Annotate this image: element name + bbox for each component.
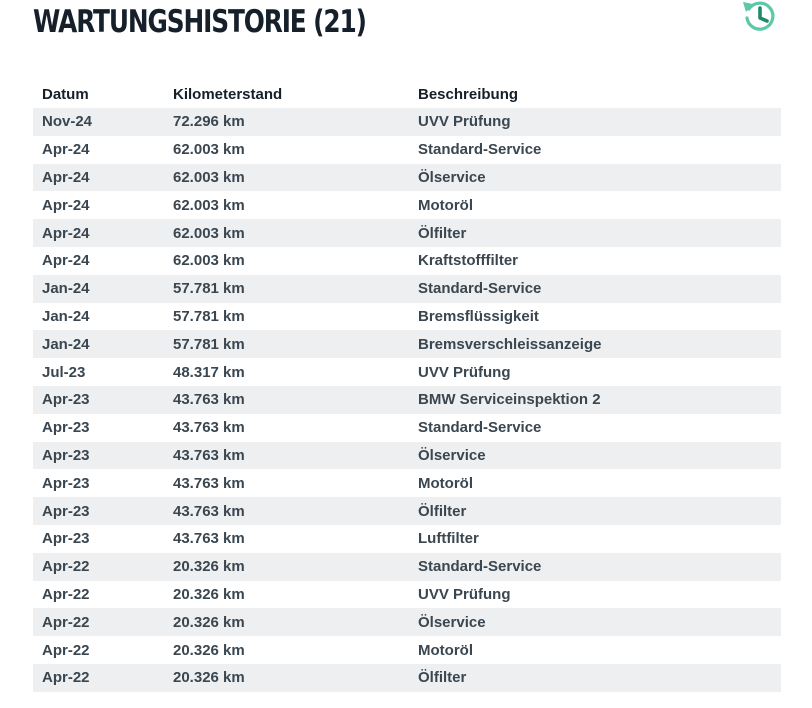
cell-description: Ölfilter [409,664,781,692]
cell-mileage: 57.781 km [164,275,409,303]
cell-date: Apr-23 [33,469,164,497]
cell-date: Apr-23 [33,442,164,470]
table-row [33,608,781,636]
cell-date: Nov-24 [33,108,164,136]
table-row [33,247,781,275]
cell-mileage: 48.317 km [164,358,409,386]
table-row [33,469,781,497]
column-header-description: Beschreibung [418,86,519,103]
table-body [33,108,781,692]
cell-date: Apr-24 [33,164,164,192]
cell-description: Standard-Service [409,275,781,303]
cell-description: Ölservice [409,164,781,192]
cell-date: Jan-24 [33,275,164,303]
cell-date: Apr-24 [33,136,164,164]
cell-date: Apr-24 [33,191,164,219]
cell-date: Apr-24 [33,247,164,275]
table-row [33,386,781,414]
table-row [33,442,781,470]
cell-description: Standard-Service [409,414,781,442]
page-title: WARTUNGSHISTORIE (21) [33,4,366,40]
cell-mileage: 43.763 km [164,442,409,470]
cell-mileage: 57.781 km [164,303,409,331]
cell-description: Bremsverschleissanzeige [409,330,781,358]
cell-date: Jul-23 [33,358,164,386]
cell-date: Apr-22 [33,636,164,664]
cell-mileage: 62.003 km [164,191,409,219]
cell-mileage: 20.326 km [164,553,409,581]
cell-mileage: 62.003 km [164,219,409,247]
cell-mileage: 72.296 km [164,108,409,136]
history-button[interactable] [741,0,779,34]
table-row [33,358,781,386]
table-row [33,497,781,525]
cell-description: UVV Prüfung [409,581,781,609]
table-row [33,636,781,664]
table-row [33,553,781,581]
table-row [33,414,781,442]
cell-description: Motoröl [409,636,781,664]
cell-description: Ölservice [409,442,781,470]
cell-description: Ölfilter [409,497,781,525]
table-row [33,191,781,219]
table-row [33,164,781,192]
cell-mileage: 20.326 km [164,581,409,609]
history-clock-icon [741,0,779,34]
table-header-row [33,81,781,108]
table-row [33,219,781,247]
cell-date: Apr-24 [33,219,164,247]
table-row [33,108,781,136]
cell-description: Ölservice [409,608,781,636]
cell-description: Kraftstofffilter [409,247,781,275]
cell-mileage: 62.003 km [164,136,409,164]
cell-mileage: 43.763 km [164,386,409,414]
cell-description: Bremsflüssigkeit [409,303,781,331]
cell-description: Motoröl [409,469,781,497]
cell-date: Apr-22 [33,553,164,581]
table-row [33,581,781,609]
cell-description: UVV Prüfung [409,358,781,386]
cell-description: Ölfilter [409,219,781,247]
cell-date: Apr-22 [33,664,164,692]
cell-mileage: 43.763 km [164,414,409,442]
cell-date: Apr-23 [33,414,164,442]
maintenance-history-table [33,81,781,692]
cell-mileage: 43.763 km [164,497,409,525]
cell-description: Standard-Service [409,136,781,164]
cell-mileage: 57.781 km [164,330,409,358]
cell-date: Apr-22 [33,608,164,636]
cell-date: Apr-23 [33,497,164,525]
column-header-mileage: Kilometerstand [173,86,283,103]
table-row [33,136,781,164]
cell-date: Apr-23 [33,386,164,414]
column-header-date: Datum [42,86,89,103]
cell-description: Luftfilter [409,525,781,553]
cell-date: Jan-24 [33,303,164,331]
cell-description: UVV Prüfung [409,108,781,136]
table-row [33,303,781,331]
cell-mileage: 62.003 km [164,247,409,275]
cell-mileage: 20.326 km [164,608,409,636]
cell-date: Apr-22 [33,581,164,609]
cell-description: BMW Serviceinspektion 2 [409,386,781,414]
cell-date: Jan-24 [33,330,164,358]
cell-mileage: 20.326 km [164,664,409,692]
cell-mileage: 20.326 km [164,636,409,664]
cell-mileage: 62.003 km [164,164,409,192]
cell-mileage: 43.763 km [164,525,409,553]
table-row [33,525,781,553]
cell-description: Motoröl [409,191,781,219]
cell-mileage: 43.763 km [164,469,409,497]
table-row [33,330,781,358]
table-row [33,275,781,303]
table-row [33,664,781,692]
cell-description: Standard-Service [409,553,781,581]
cell-date: Apr-23 [33,525,164,553]
